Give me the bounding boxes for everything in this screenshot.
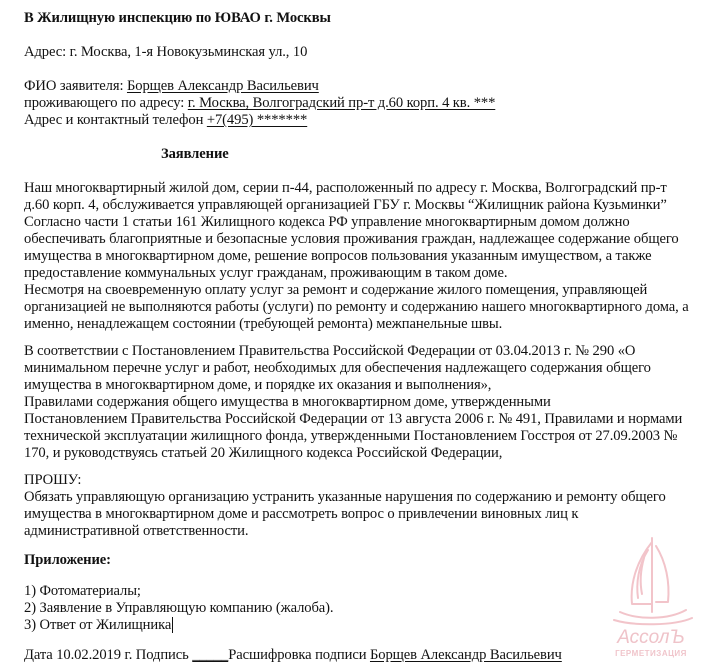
body-line: Согласно части 1 статьи 161 Жилищного кодекса РФ управление многоквартирным домом должно [24, 214, 630, 230]
applicant-residence-line [24, 95, 495, 112]
body-line: организацией не выполняются работы (услуги) по ремонту и содержанию нашего многоквартирного дома, а [24, 299, 689, 315]
body-line: Несмотря на своевременную оплату услуг за ремонт и содержание жилого помещения, управляющей [24, 282, 648, 298]
request-heading: ПРОШУ: [24, 472, 82, 488]
document-title: Заявление [161, 146, 229, 162]
signature-decode-value: Борщев Александр Васильевич [369, 647, 562, 663]
signature-line [24, 647, 562, 664]
signature-decode-label: Расшифровка подписи [228, 647, 370, 663]
watermark-subtitle: ГЕРМЕТИЗАЦИЯ [615, 649, 687, 658]
legal-line: технической эксплуатации жилищного фонда, утвержденными Постановлением Госстроя от 27.09.2003 № [24, 428, 678, 444]
legal-line: минимальном перечне услуг и работ, необходимых для обеспечения надлежащего содержания общего [24, 360, 651, 376]
watermark-logo [592, 532, 710, 664]
date-text: Дата 10.02.2019 г. Подпись [24, 647, 193, 663]
watermark-title: АссолЪ [617, 627, 685, 648]
applicant-phone-label: Адрес и контактный телефон [24, 112, 207, 128]
inspection-address: Адрес: г. Москва, 1-я Новокузьминская ул., 10 [24, 44, 308, 60]
applicant-name-line [24, 78, 319, 95]
legal-line: имущества в многоквартирном доме, и порядке их оказания и выполнения», [24, 377, 492, 393]
signature-blank: _____ [192, 647, 229, 663]
applicant-name-label: ФИО заявителя: [24, 78, 127, 94]
body-line: предоставление коммунальных услуг гражданам, проживающим в таком доме. [24, 265, 508, 281]
attachment-item: 2) Заявление в Управляющую компанию (жалоба). [24, 600, 334, 616]
legal-line: В соответствии с Постановлением Правительства Российской Федерации от 03.04.2013 г. № 290 «О [24, 343, 636, 359]
body-line: д.60 корп. 4, обслуживается управляющей организацией ГБУ г. Москвы “Жилищник района Кузьминки” [24, 197, 667, 213]
applicant-phone-line [24, 112, 307, 129]
legal-line: Правилами содержания общего имущества в многоквартирном доме, утвержденными [24, 394, 551, 410]
attachment-item: 1) Фотоматериалы; [24, 583, 141, 599]
sailboat-icon [592, 532, 710, 628]
applicant-name-value: Борщев Александр Васильевич [126, 78, 319, 94]
applicant-residence-value: г. Москва, Волгоградский пр-т д.60 корп. 4 кв. *** [187, 95, 496, 111]
applicant-residence-label: проживающего по адресу: [24, 95, 188, 111]
body-line: Наш многоквартирный жилой дом, серии п-44, расположенный по адресу г. Москва, Волгоградский пр-т [24, 180, 667, 196]
body-line: имущества в многоквартирном доме, решение вопросов пользования указанным имуществом, а также [24, 248, 652, 264]
request-line: Обязать управляющую организацию устранить указанные нарушения по содержанию и ремонту общего [24, 489, 666, 505]
attachments-heading: Приложение: [24, 552, 111, 568]
body-line: именно, ненадлежащем состоянии (требующей ремонта) межпанельные швы. [24, 316, 503, 332]
legal-line: 170, и руководствуясь статьей 20 Жилищного кодекса Российской Федерации, [24, 445, 503, 461]
applicant-phone-value: +7(495) ******* [206, 112, 308, 128]
attachment-item-text: 3) Ответ от Жилищника [24, 617, 172, 633]
attachment-item [24, 617, 173, 634]
request-line: имущества в многоквартирном доме и рассмотреть вопрос о привлечении виновных лиц к [24, 506, 579, 522]
recipient-heading: В Жилищную инспекцию по ЮВАО г. Москвы [24, 10, 331, 26]
body-line: обеспечивать благоприятные и безопасные условия проживания граждан, надлежащее содержание общего [24, 231, 679, 247]
request-line: административной ответственности. [24, 523, 249, 539]
legal-line: Постановлением Правительства Российской Федерации от 13 августа 2006 г. № 491, Правилами и нормами [24, 411, 683, 427]
